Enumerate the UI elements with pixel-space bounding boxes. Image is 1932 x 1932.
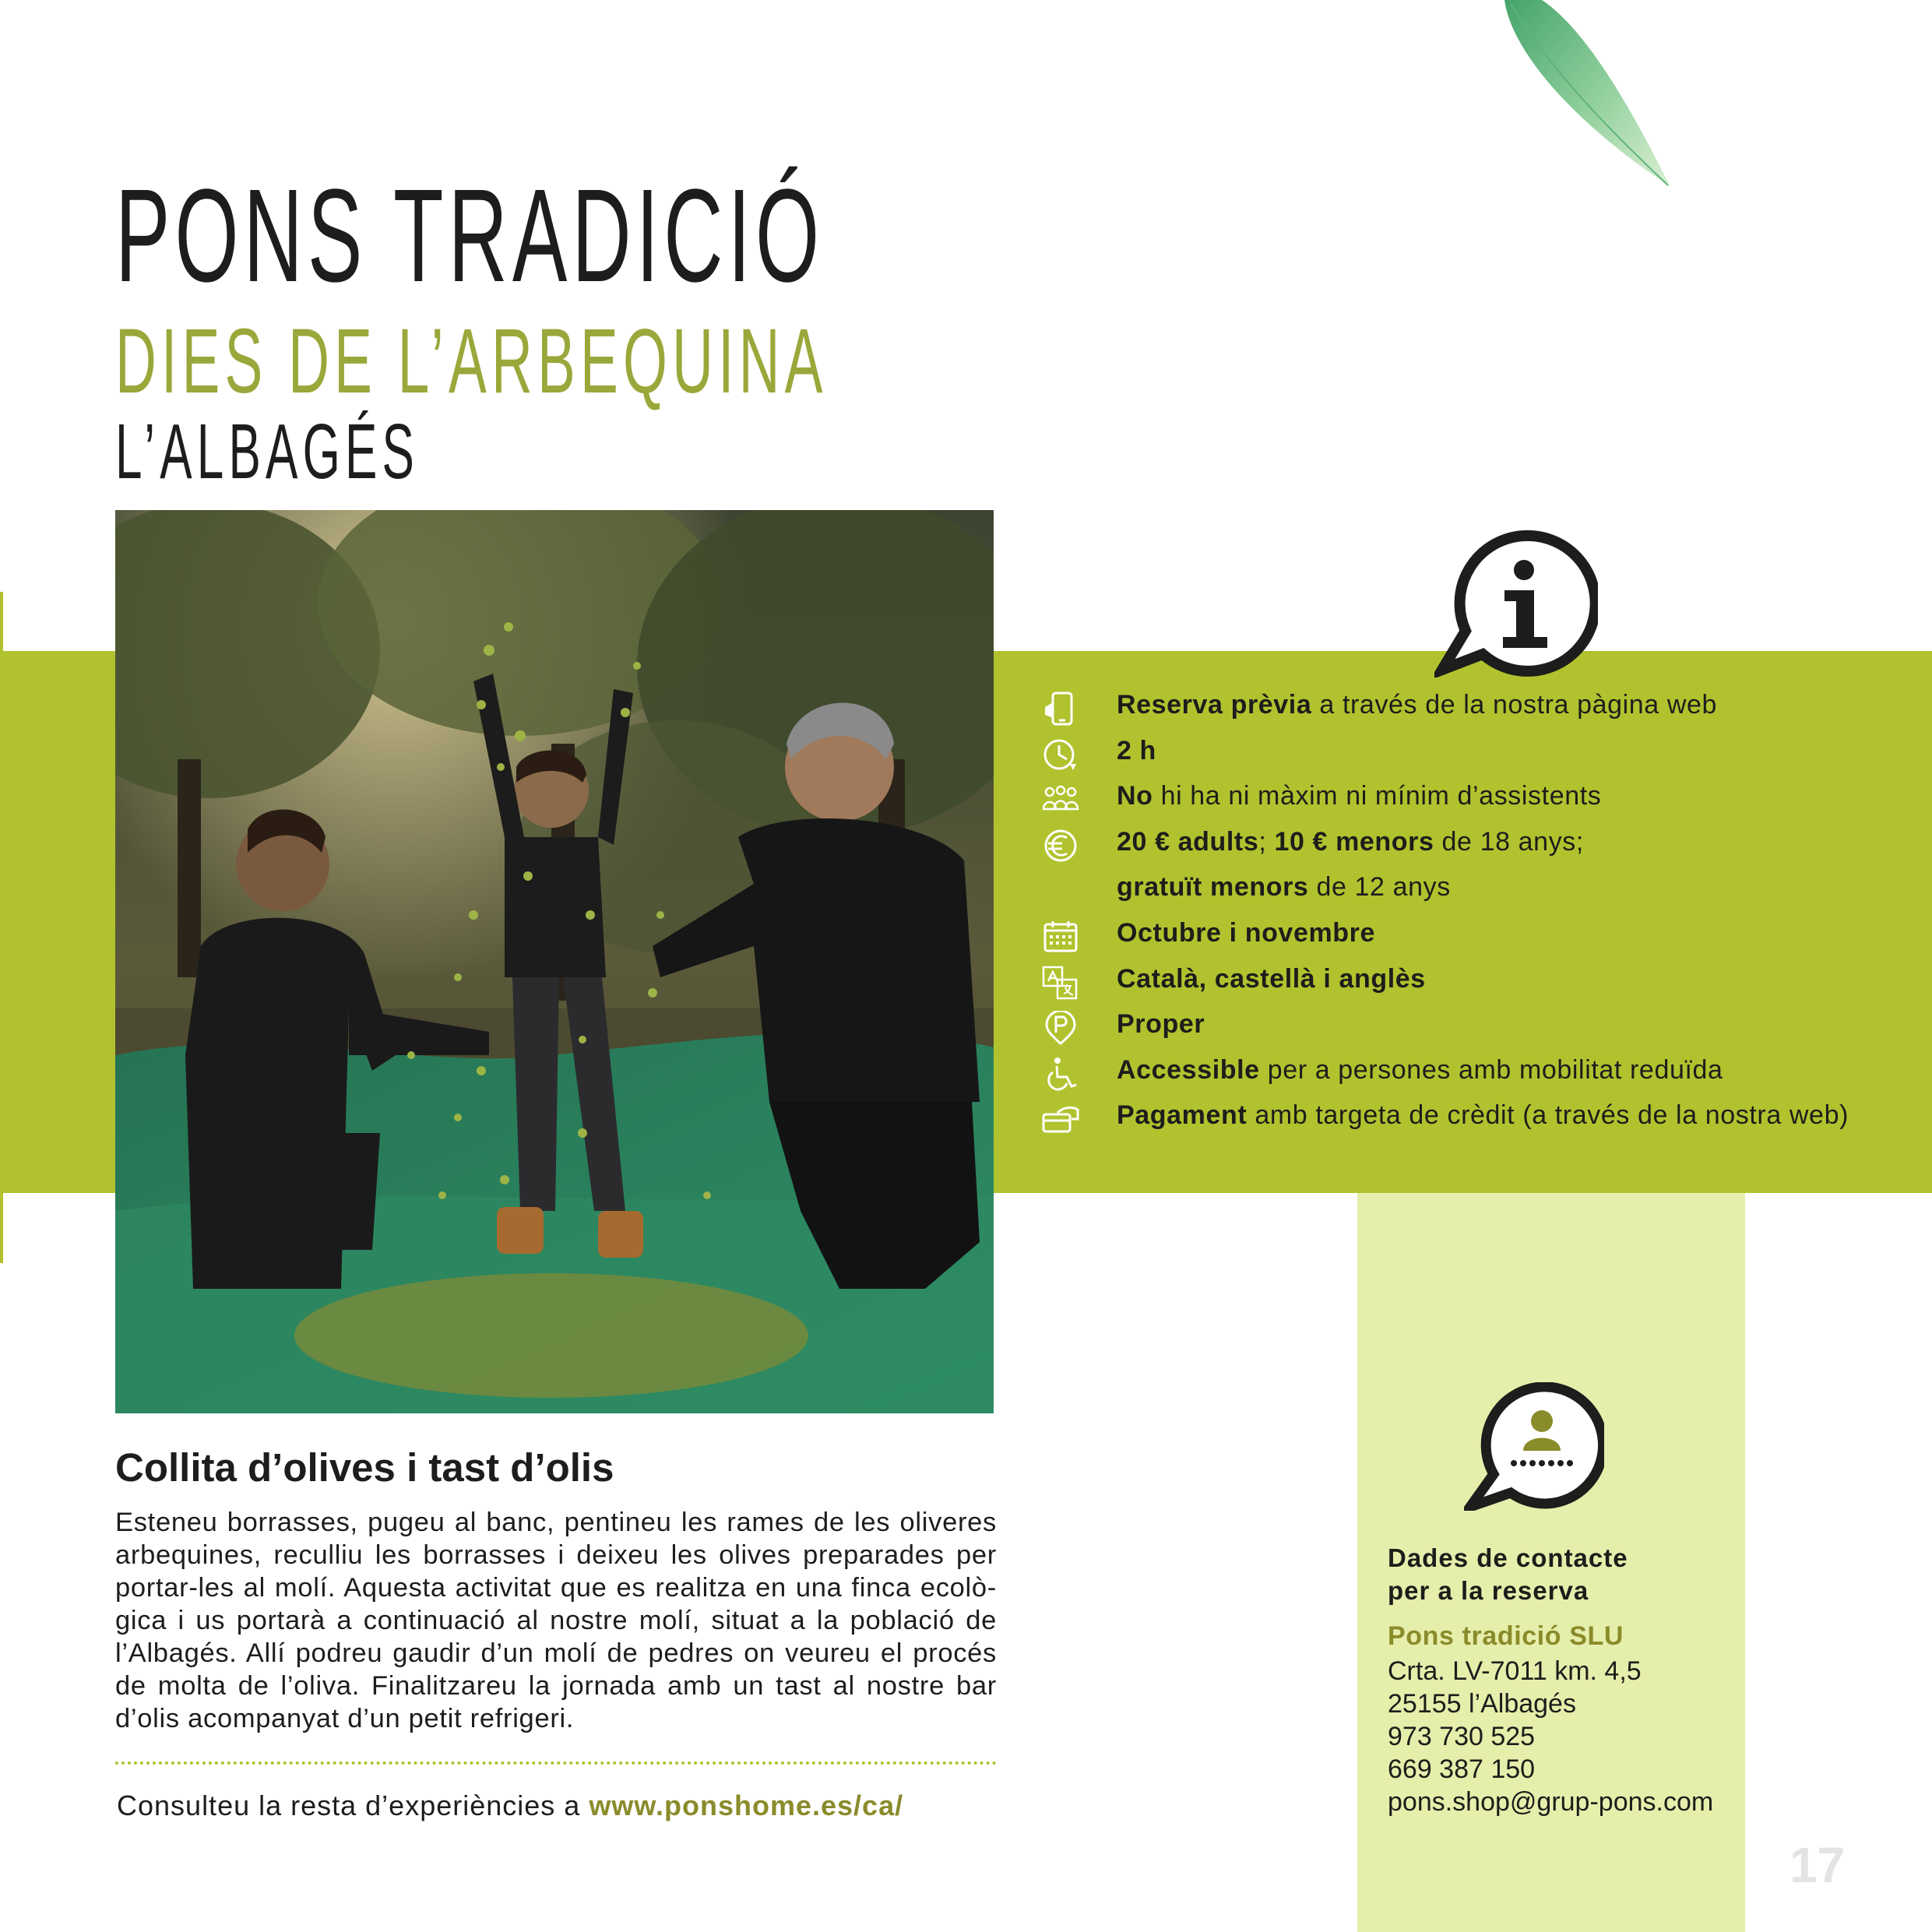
calendar-icon — [1042, 920, 1079, 954]
page-title: PONS TRADICIÓ — [115, 162, 825, 310]
phone-icon — [1042, 692, 1079, 726]
group-icon — [1042, 783, 1079, 817]
parking-icon — [1042, 1011, 1079, 1045]
website-link[interactable]: www.ponshome.es/ca/ — [589, 1789, 904, 1821]
info-list — [1042, 685, 1899, 1142]
article-title: Collita d’olives i tast d’olis — [115, 1445, 614, 1490]
info-item-dates: Octubre i novembre — [1042, 913, 1899, 959]
wheelchair-icon — [1042, 1057, 1079, 1091]
location-title: L’ALBAGÉS — [115, 408, 420, 495]
article-body: Esteneu borrasses, pugeu al banc, pentineu les rames de les oliveres arbequines, reculliu les borrasses i deixeu les olives preparades per portar-les al molí. Aquesta activitat que es realitza en una finca ecolò-gica i us portarà a continuació al nostre molí, situat a la població de l’Albagés. Allí podreu gaudir d’un molí de pedres on veureu el procés de molta de l’oliva. Finalitzareu la jornada amb un tast al nostre bar d’olis acompanyat d’un petit refrigeri. — [115, 1508, 997, 1733]
card-payment-icon — [1042, 1102, 1079, 1136]
page-subtitle: DIES DE L’ARBEQUINA — [115, 310, 828, 413]
contact-phone[interactable]: 669 387 150 — [1388, 1754, 1536, 1784]
edge-accent-line — [0, 592, 3, 651]
contact-company: Pons tradició SLU — [1388, 1621, 1624, 1651]
info-item-duration: 2 h — [1042, 731, 1899, 777]
euro-icon — [1042, 829, 1079, 863]
contact-postcode-line: 25155 l’Albagés — [1388, 1689, 1576, 1719]
info-icon — [1434, 530, 1598, 677]
info-item-booking: Reserva prèvia a través de la nostra pàgina web — [1042, 685, 1899, 731]
dotted-divider — [115, 1761, 997, 1765]
info-item-price: 20 € adults; 10 € menors de 18 anys; — [1042, 822, 1899, 868]
contact-phone[interactable]: 973 730 525 — [1388, 1722, 1536, 1751]
info-item-price-free: gratuït menors de 12 anys — [1117, 872, 1451, 903]
olive-leaf-icon — [1495, 0, 1682, 195]
page-number: 17 — [1789, 1837, 1846, 1893]
edge-accent-line — [0, 1193, 3, 1263]
info-item-parking: Proper — [1042, 1005, 1899, 1050]
contact-person-icon — [1464, 1382, 1604, 1511]
contact-email[interactable]: pons.shop@grup-pons.com — [1388, 1787, 1714, 1817]
translate-icon — [1042, 966, 1079, 1000]
info-item-languages: Català, castellà i anglès — [1042, 959, 1899, 1005]
info-item-attendees: No hi ha ni màxim ni mínim d’assistents — [1042, 776, 1899, 822]
info-item-payment: Pagament amb targeta de crèdit (a través de la nostra web) — [1042, 1096, 1899, 1142]
olive-harvest-photo — [115, 510, 994, 1413]
contact-address-line: Crta. LV-7011 km. 4,5 — [1388, 1656, 1642, 1686]
more-experiences-line: Consulteu la resta d’experiències a www.ponshome.es/ca/ — [117, 1789, 904, 1821]
clock-icon — [1042, 737, 1079, 772]
contact-details — [1388, 1655, 1713, 1818]
contact-heading: Dades de contacte per a la reserva — [1388, 1543, 1628, 1605]
info-item-accessibility: Accessible per a persones amb mobilitat reduïda — [1042, 1050, 1899, 1096]
